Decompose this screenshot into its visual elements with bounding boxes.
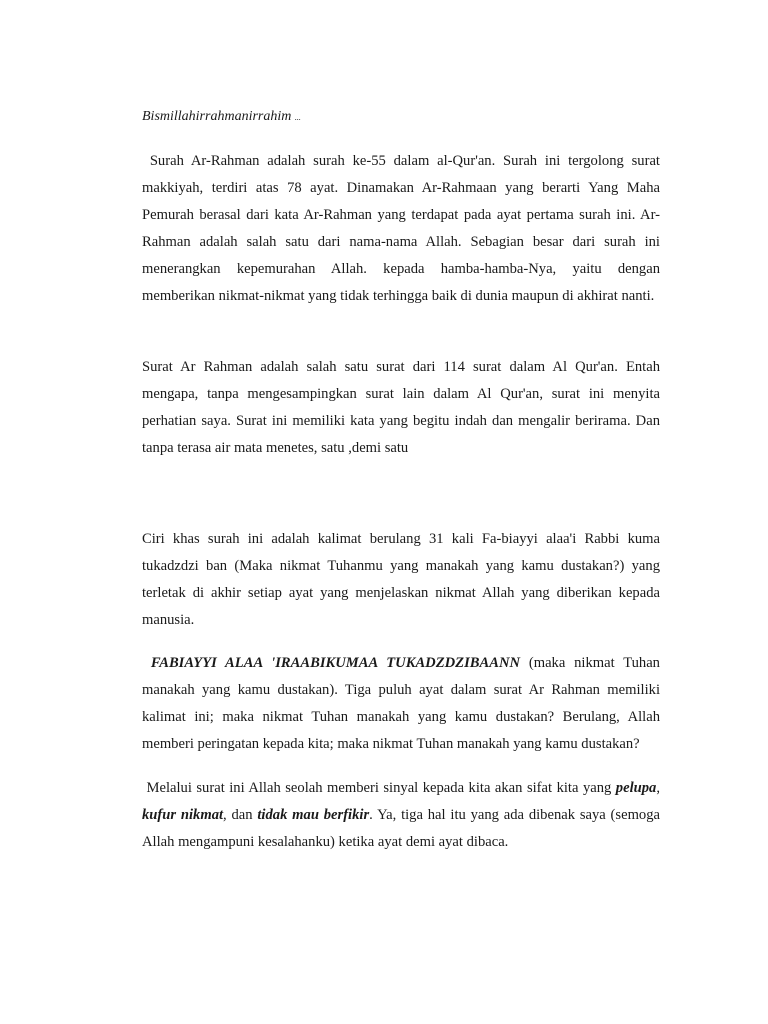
paragraph-surah-intro: Surah Ar-Rahman adalah surah ke-55 dalam al-Qur'an. Surah ini tergolong surat makkiyah, terdiri atas 78 ayat. Dinamakan Ar-Rahmaan yang berarti Yang Maha Pemurah berasal dari kata Ar-Rahman yang terdapat pada ayat pertama surah ini. Ar-Rahman adalah salah satu dari nama-nama Allah. Sebagian besar dari surah ini menerangkan kepemurahan Allah. kepada hamba-hamba-Nya, yaitu dengan memberikan nikmat-nikmat yang tidak terhingga baik di dunia maupun di akhirat nanti. [142,153,664,304]
paragraph-fabiayyi [142,650,664,758]
paragraph-ciri-khas: Ciri khas surah ini adalah kalimat berulang 31 kali Fa-biayyi alaa'i Rabbi kuma tukadzdzi ban (Maka nikmat Tuhanmu yang manakah yang kamu dustakan?) yang terletak di akhir setiap ayat yang menjelaskan nikmat Allah yang diberikan kepada manusia. [142,531,660,628]
paragraph-melalui [142,775,664,856]
term-pelupa: pelupa [615,780,657,796]
paragraph-melalui-rest: . Ya, tiga hal itu yang ada dibenak saya (semoga Allah mengampuni kesalahanku) ketika ayat demi ayat dibaca. [142,807,663,850]
heading-text: Bismillahirrahmanirrahim [142,109,292,124]
paragraph-fabiayyi-lead [142,655,151,671]
paragraph-surah-114: Surat Ar Rahman adalah salah satu surat dari 114 surat dalam Al Qur'an. Entah mengapa, tanpa mengesampingkan surat lain dalam Al Qur'an, surat ini menyita perhatian saya. Surat ini memiliki kata yang begitu indah dan mengalir berirama. Dan tanpa terasa air mata menetes, satu ,demi satu [142,359,660,456]
document-heading [142,107,301,128]
fabiayyi-emphasis: FABIAYYI ALAA 'IRAABIKUMAA TUKADZDZIBAANN [150,655,521,671]
paragraph-fabiayyi-rest: (maka nikmat Tuhan manakah yang kamu dustakan). Tiga puluh ayat dalam surat Ar Rahman memiliki kalimat ini; maka nikmat Tuhan manakah yang kamu dustakan? Berulang, Allah memberi peringatan kepada kita; maka nikmat Tuhan manakah yang kamu dustakan? [142,655,664,752]
term-kufur-nikmat: kufur nikmat [142,807,224,823]
paragraph-melalui-intro: Melalui surat ini Allah seolah memberi sinyal kepada kita akan sifat kita yang [142,780,616,796]
term-tidak-mau-berfikir: tidak mau berfikir [257,807,370,823]
term-separator-2: , dan [223,807,258,823]
heading-ellipsis: ... [294,113,301,122]
term-separator-1: , [656,780,664,796]
